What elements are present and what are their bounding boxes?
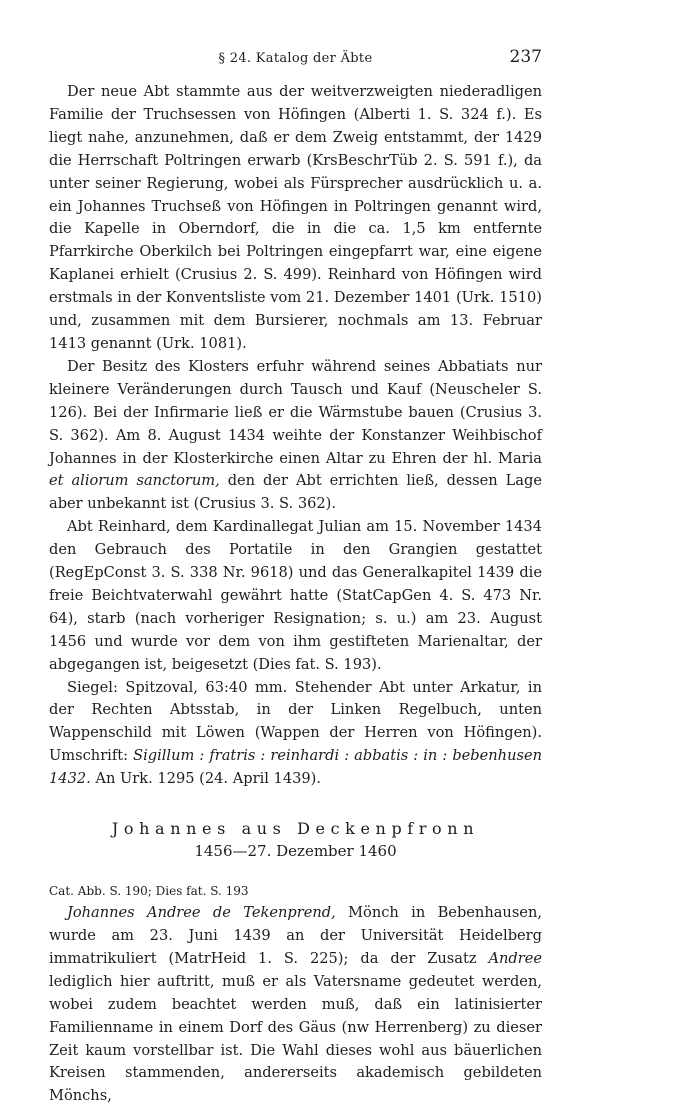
- page-header: [49, 47, 542, 69]
- page-number: 237: [509, 47, 542, 67]
- running-head: § 24. Katalog der Äbte: [218, 51, 373, 66]
- entry-title: Johannes aus Deckenpfronn: [111, 819, 480, 839]
- entry-dates: 1456—27. Dezember 1460: [194, 842, 397, 861]
- paragraph-origin: Johannes Andree de Tekenprend, Mönch in Bebenhausen, wurde am 23. Juni 1439 an der Universität Heidelberg immatrikuliert (MatrHeid 1. S. 225); da der Zusatz Andree lediglich hier auftritt, muß er als Vatersname gedeutet werden, wobei zudem beachtet werden muß, daß ein latinisierter Familienname in einem Dorf des Gäus (nw Herrenberg) zu dieser Zeit kaum vorstellbar ist. Die Wahl dieses wohl aus bäuerlichen Kreisen stammenden, andererseits akademisch gebildeten Mönchs,: [49, 904, 542, 1105]
- entry-sources: Cat. Abb. S. 190; Dies fat. S. 193: [49, 884, 249, 899]
- paragraph-possessions: Der Besitz des Klosters erfuhr während seines Abbatiats nur kleinere Veränderungen durch Tausch und Kauf (Neuscheler S. 126). Bei der Infirmarie ließ er die Wärmstube bauen (Crusius 3. S. 362). Am 8. August 1434 weihte der Konstanzer Weihbischof Johannes in der Klosterkirche einen Altar zu Ehren der hl. Maria et aliorum sanctorum, den der Abt errichten ließ, dessen Lage aber unbekannt ist (Crusius 3. S. 362).: [49, 357, 542, 513]
- paragraph-biography: Der neue Abt stammte aus der weitverzweigten niederadligen Familie der Truchsessen von Höfingen (Alberti 1. S. 324 f.). Es liegt nahe, anzunehmen, daß er dem Zweig entstammt, der 1429 die Herrschaft Poltringen erwarb (KrsBeschrTüb 2. S. 591 f.), da unter seiner Regierung, wobei als Fürsprecher ausdrücklich u. a. ein Johannes Truchseß von Höfingen in Poltringen genannt wird, die Kapelle in Oberndorf, die in die ca. 1,5 km entfernte Pfarrkirche Oberkilch bei Poltringen eingepfarrt war, eine eigene Kaplanei erhielt (Crusius 2. S. 499). Reinhard von Höfingen wird erstmals in der Konventsliste vom 21. Dezember 1401 (Urk. 1510) und, zusammen mit dem Bursierer, nochmals am 13. Februar 1413 genannt (Urk. 1081).: [49, 83, 542, 352]
- paragraph-seal: Siegel: Spitzoval, 63:40 mm. Stehender Abt unter Arkatur, in der Rechten Abtsstab, in der Linken Regelbuch, unten Wappenschild mit Löwen (Wappen der Herren von Höfingen). Umschrift: Sigillum : fratris : reinhardi : abbatis : in : bebenhusen 1432. An Urk. 1295 (24. April 1439).: [49, 678, 542, 788]
- paragraph-death: Abt Reinhard, dem Kardinallegat Julian am 15. November 1434 den Gebrauch des Portatile in den Grangien gestattet (RegEpConst 3. S. 338 Nr. 9618) und das Generalkapitel 1439 die freie Beichtvaterwahl gewährt hatte (StatCapGen 4. S. 473 Nr. 64), starb (nach vorheriger Resignation; s. u.) am 23. August 1456 und wurde vor dem von ihm gestifteten Marienaltar, der abgegangen ist, beigesetzt (Dies fat. S. 193).: [49, 518, 542, 673]
- page-body: [49, 81, 542, 1108]
